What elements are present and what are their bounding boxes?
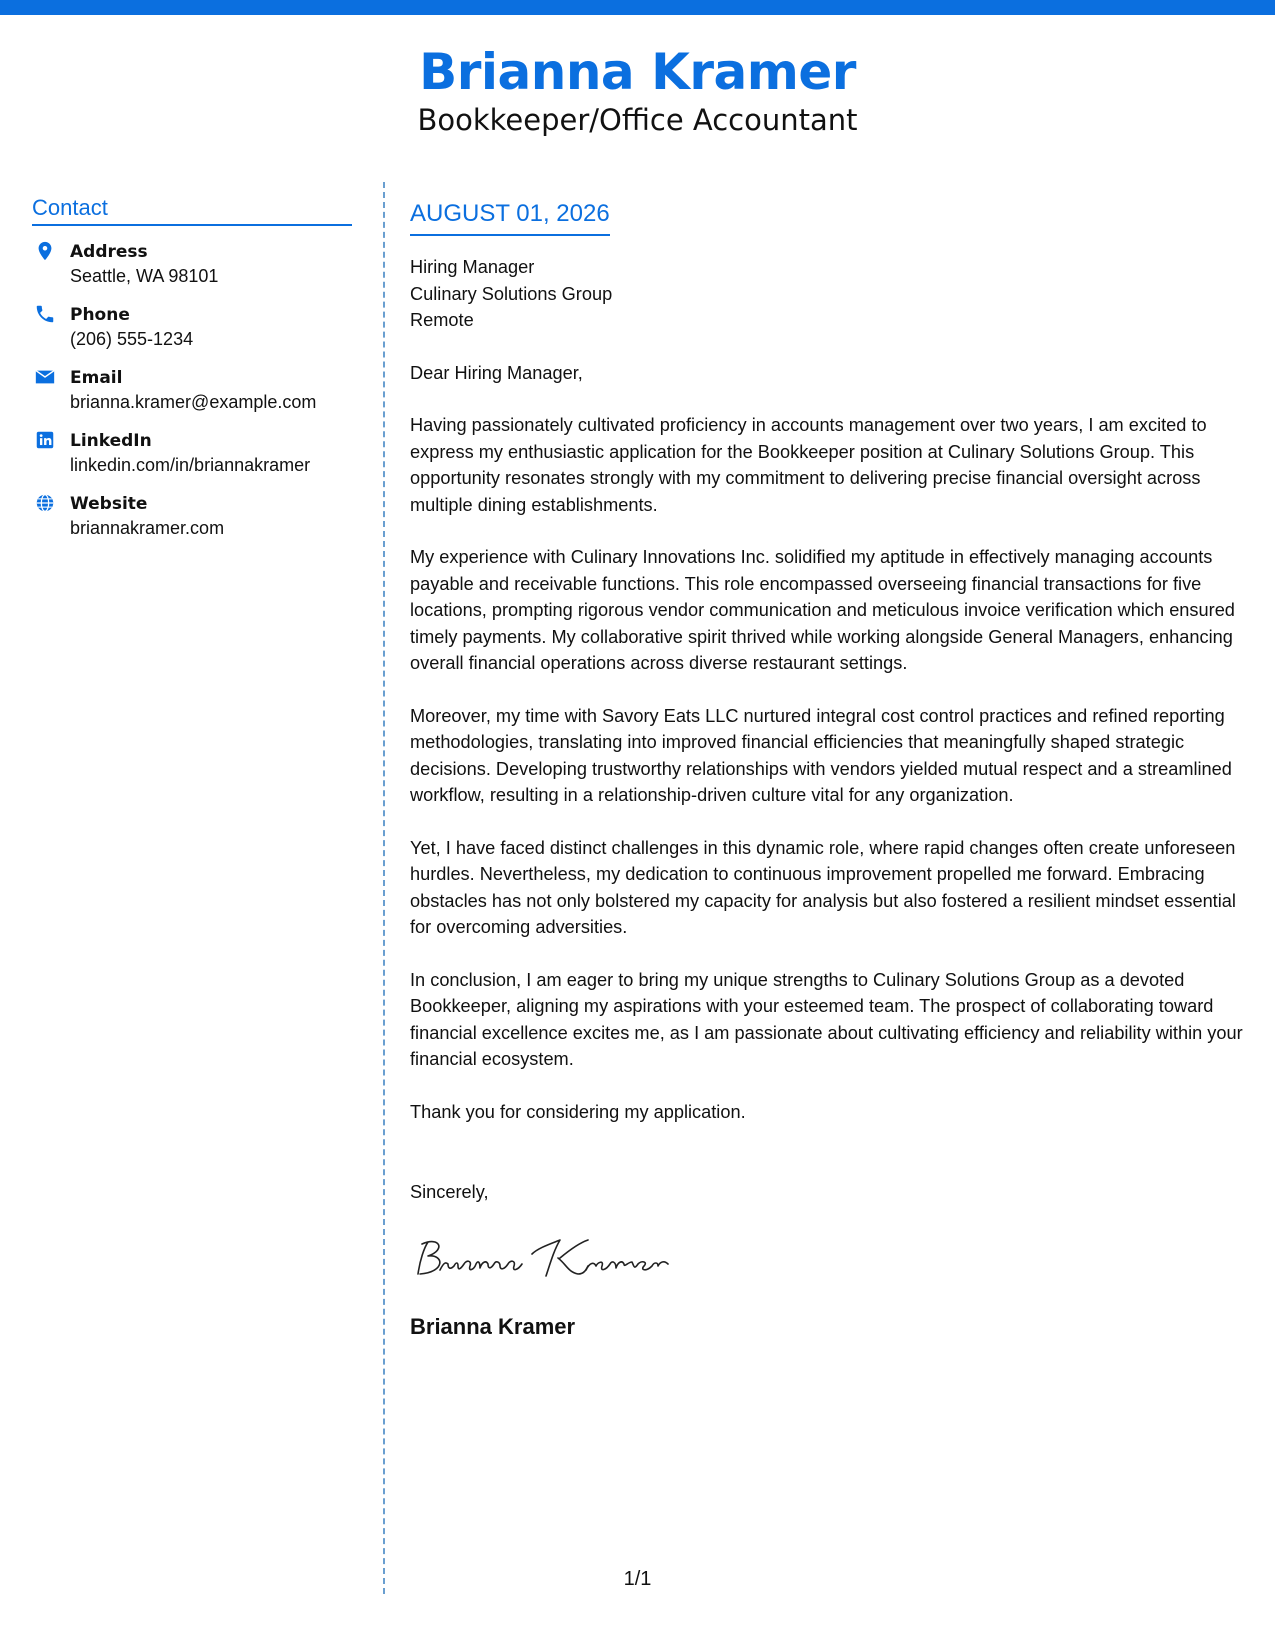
letter-body — [410, 198, 1248, 1342]
applicant-name: Brianna Kramer — [419, 43, 856, 101]
contact-linkedin-label: LinkedIn — [70, 431, 152, 451]
contact-phone-value: (206) 555-1234 — [70, 329, 194, 349]
contact-address-label: Address — [70, 242, 148, 262]
handwritten-signature — [410, 1230, 1248, 1290]
body-paragraph: Thank you for considering my application. — [410, 1101, 746, 1122]
contact-email-label: Email — [70, 368, 123, 388]
contact-website-value[interactable]: briannakramer.com — [70, 518, 225, 538]
phone-icon — [34, 303, 56, 325]
body-paragraph: My experience with Culinary Innovations Inc. solidified my aptitude in effectively managing accounts payable and receivable functions. This role encompassed overseeing financial transactions for five locations, prompting rigorous vendor communication and meticulous invoice verification which ensured timely payments. My collaborative spirit thrived while working alongside General Managers, enhancing overall financial operations across diverse restaurant settings. — [410, 547, 1235, 673]
recipient-line: Culinary Solutions Group — [410, 283, 613, 304]
letter-date: AUGUST 01, 2026 — [410, 198, 610, 236]
linkedin-icon — [34, 429, 56, 451]
recipient-block — [410, 254, 1248, 334]
globe-icon — [34, 492, 56, 514]
contact-phone-label: Phone — [70, 305, 130, 325]
salutation: Dear Hiring Manager, — [410, 362, 583, 383]
recipient-line: Remote — [410, 310, 474, 330]
signer-name: Brianna Kramer — [410, 1313, 576, 1339]
closing: Sincerely, — [410, 1182, 489, 1202]
body-paragraph: In conclusion, I am eager to bring my unique strengths to Culinary Solutions Group as a devoted Bookkeeper, aligning my aspirations with your esteemed team. The prospect of collaborating toward financial excellence excites me, as I am passionate about cultivating efficiency and reliability within your financial ecosystem. — [410, 969, 1243, 1069]
contact-linkedin-value[interactable]: linkedin.com/in/briannakramer — [70, 455, 311, 475]
letter-header — [0, 42, 1275, 138]
contact-linkedin — [32, 429, 352, 492]
map-pin-icon — [34, 240, 56, 262]
contact-email — [32, 366, 352, 429]
contact-address — [32, 240, 352, 303]
contact-heading: Contact — [32, 194, 352, 226]
contact-address-value: Seattle, WA 98101 — [70, 266, 219, 286]
body-paragraph: Yet, I have faced distinct challenges in this dynamic role, where rapid changes often create unforeseen hurdles. Nevertheless, my dedication to continuous improvement propelled me forward. Embracing obstacles has not only bolstered my capacity for analysis but also fostered a resilient mindset essential for overcoming adversities. — [410, 837, 1236, 937]
recipient-line: Hiring Manager — [410, 257, 535, 277]
contact-website-label: Website — [70, 494, 148, 514]
body-paragraph: Having passionately cultivated proficiency in accounts management over two years, I am excited to express my enthusiastic application for the Bookkeeper position at Culinary Solutions Group. This opportunity resonates strongly with my commitment to delivering precise financial oversight across multiple dining establishments. — [410, 415, 1207, 515]
contact-phone — [32, 303, 352, 366]
envelope-icon — [34, 366, 56, 388]
applicant-title: Bookkeeper/Office Accountant — [417, 103, 858, 137]
column-divider — [383, 182, 385, 1594]
contact-sidebar — [32, 194, 352, 555]
top-accent-bar — [0, 0, 1275, 15]
page-number: 1/1 — [623, 1568, 652, 1590]
contact-email-value[interactable]: brianna.kramer@example.com — [70, 392, 317, 412]
contact-website — [32, 492, 352, 555]
body-paragraph: Moreover, my time with Savory Eats LLC nurtured integral cost control practices and refined reporting methodologies, translating into improved financial efficiencies that meaningfully shaped strategic decisions. Developing trustworthy relationships with vendors yielded mutual respect and a streamlined workflow, resulting in a relationship-driven culture vital for any organization. — [410, 705, 1232, 805]
